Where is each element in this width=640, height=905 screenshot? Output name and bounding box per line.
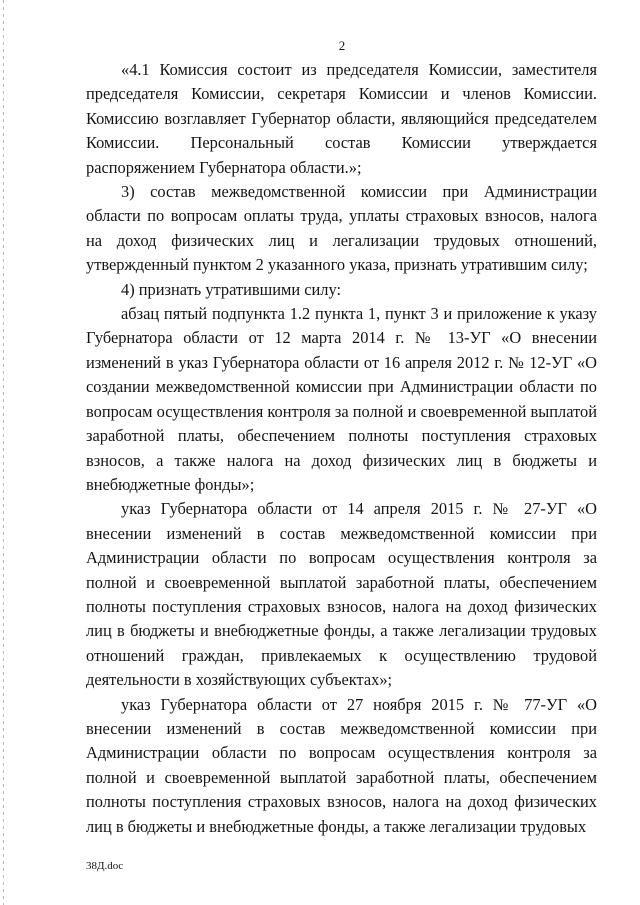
document-body bbox=[86, 58, 597, 839]
paragraph-item-3: 3) состав межведомственной комиссии при Администрации области по вопросам оплаты труда, уплаты страховых взносов, налога на доход физических лиц и легализации трудовых отношений, утвержденный пунктом 2 указанного указа, признать утратившим силу; bbox=[86, 182, 597, 275]
paragraph-ukaz-27-ug: указ Губернатора области от 14 апреля 2015 г. № 27-УГ «О внесении изменений в состав межведомственной комиссии при Администрации области по вопросам осуществления контроля за полной и своевременной выплатой заработной платы, обеспечением полноты поступления страховых взносов, налога на доход физических лиц в бюджеты и внебюджетные фонды, а также легализации трудовых отношений граждан, привлекаемых к осуществлению трудовой деятельности в хозяйствующих субъектах»; bbox=[86, 499, 597, 690]
paragraph-item-4: 4) признать утратившими силу: bbox=[121, 279, 341, 299]
page-number: 2 bbox=[338, 38, 346, 53]
file-name-footer: 38Д.doc bbox=[86, 860, 124, 872]
paragraph-abzac-pyatyi: абзац пятый подпункта 1.2 пункта 1, пункт 3 и приложение к указу Губернатора области от 12 марта 2014 г. № 13-УГ «О внесении изменений в указ Губернатора области от 16 апреля 2012 г. № 12-УГ «О создании межведомственной комиссии при Администрации области по вопросам осуществления контроля за полной и своевременной выплатой заработной платы, обеспечением полноты поступления страховых взносов, а также налога на доход физических лиц в бюджеты и внебюджетные фонды»; bbox=[86, 304, 597, 494]
paragraph-ukaz-77-ug: указ Губернатора области от 27 ноября 2015 г. № 77-УГ «О внесении изменений в состав межведомственной комиссии при Администрации области по вопросам осуществления контроля за полной и своевременной выплатой заработной платы, обеспечением полноты поступления страховых взносов, налога на доход физических лиц в бюджеты и внебюджетные фонды, а также легализации трудовых bbox=[86, 694, 597, 836]
paragraph-4-1: «4.1 Комиссия состоит из председателя Комиссии, заместителя председателя Комиссии, секретаря Комиссии и членов Комиссии. Комиссию возглавляет Губернатор области, являющийся председателем Комиссии. Персональный состав Комиссии утверждается распоряжением Губернатора области.»; bbox=[86, 60, 597, 177]
scan-edge bbox=[3, 0, 4, 905]
